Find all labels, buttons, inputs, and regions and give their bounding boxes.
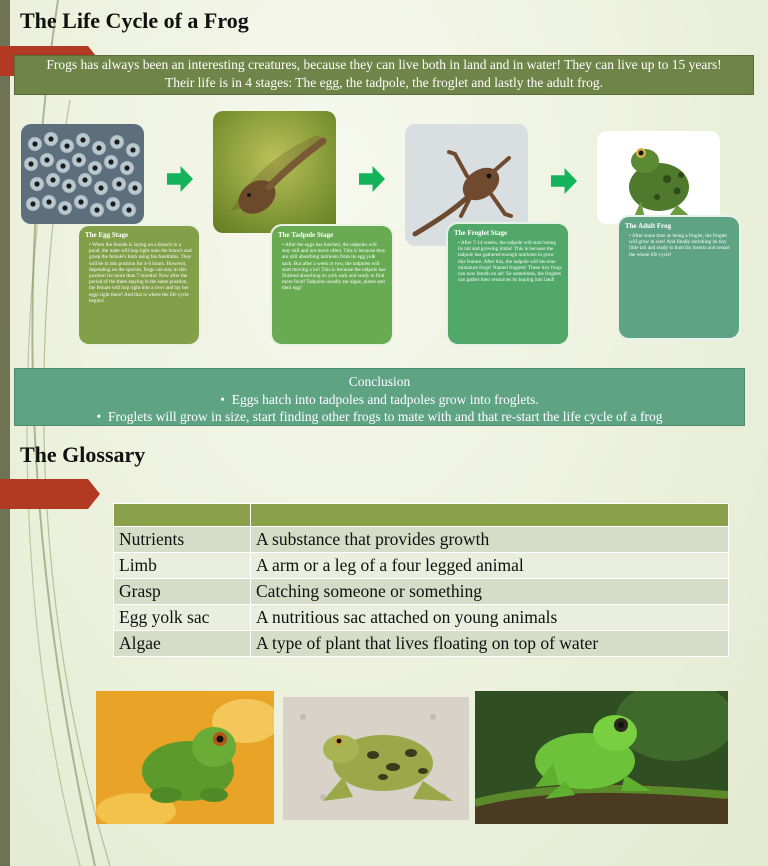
stage-title: The Froglet Stage — [454, 229, 508, 237]
table-row — [114, 605, 729, 631]
conclusion-bullet: • Eggs hatch into tadpoles and tadpoles grow into froglets. — [220, 391, 539, 407]
glossary-definition: A substance that provides growth — [251, 527, 729, 553]
tree-frog-photo — [475, 691, 728, 824]
page-title: The Life Cycle of a Frog — [20, 8, 249, 33]
stage-title: The Tadpole Stage — [278, 231, 334, 239]
conclusion-heading: Conclusion — [348, 374, 411, 389]
stage-title: The Egg Stage — [85, 231, 129, 239]
stage-text: • After some time as being a froglet, the froglet will grow in size! And finally shrinking its tiny little tail and ready to hunt for insects and restart the whole life cycle! — [629, 233, 730, 258]
tadpole-stage-image — [213, 111, 336, 233]
table-header-row — [114, 504, 729, 527]
glossary-term: Egg yolk sac — [114, 605, 251, 631]
glossary-definition: A type of plant that lives floating on top of water — [251, 631, 729, 657]
egg-stage-image — [21, 124, 144, 224]
glossary-term: Algae — [114, 631, 251, 657]
table-row — [114, 631, 729, 657]
stage-text: • When the female is laying on a branch in a pond, the male will hop right onto the branch and grasp the female's limb using his forelimbs. They will be in this position for 4-6 hours. However, depending on the species, frogs can stay in this position for more than 7 months! Now after the period of the them staying in the same position, the female will hop right into a river and lay her eggs right there! And that is where the life cycle begins! — [89, 242, 192, 304]
stage-text: • After the eggs has hatched, the tadpoles will stay still and not move often. This is because they are still absorbing nutrients from its egg yolk sack. But after a week or two, the tadpoles will start moving a lot! This is because the tadpole has finished absorbing its yolk sack and ready to find more food! Tadpoles usually eat algae, plants and their egg! — [282, 242, 386, 292]
right-arrow-icon — [359, 166, 385, 192]
adult-frog-stage-image — [597, 131, 720, 224]
intro-line-2: Their life is in 4 stages: The egg, the tadpole, the froglet and lastly the adult frog. — [164, 75, 603, 90]
froglet-stage-card — [446, 222, 570, 346]
right-arrow-icon — [551, 168, 577, 194]
adult-frog-stage-card — [617, 215, 741, 340]
table-row — [114, 553, 729, 579]
table-row — [114, 527, 729, 553]
conclusion-bullet: • Froglets will grow in size, start finding other frogs to mate with and that re-start the life cycle of a frog — [96, 409, 663, 424]
table-row — [114, 579, 729, 605]
glossary-title: The Glossary — [20, 442, 146, 467]
green-frog-photo — [96, 691, 274, 824]
conclusion-box — [14, 368, 745, 426]
tadpole-stage-card — [270, 224, 394, 346]
glossary-table — [113, 503, 729, 657]
glossary-accent-tab — [0, 479, 100, 509]
right-arrow-icon — [167, 166, 193, 192]
intro-banner — [14, 55, 754, 95]
stage-text: • After 7-14 weeks, the tadpole will start losing its tail and growing limbs! This is because the tadpole has gathered enough nutrients to grow this feature. After this, the tadpole will become miniature frogs! Named froglets! These tiny frogs can now breath on air! So sometimes, the froglets can gather their resources by hoping into land! — [458, 240, 562, 284]
glossary-term: Limb — [114, 553, 251, 579]
glossary-term: Nutrients — [114, 527, 251, 553]
glossary-definition: A nutritious sac attached on young animals — [251, 605, 729, 631]
stage-title: The Adult Frog — [625, 222, 672, 230]
leopard-frog-photo — [283, 697, 469, 820]
glossary-term: Grasp — [114, 579, 251, 605]
egg-stage-card — [77, 224, 201, 346]
glossary-definition: A arm or a leg of a four legged animal — [251, 553, 729, 579]
intro-line-1: Frogs has always been an interesting creatures, because they can live both in land and in water! They can live up to 15 years! — [46, 57, 722, 72]
glossary-definition: Catching someone or something — [251, 579, 729, 605]
